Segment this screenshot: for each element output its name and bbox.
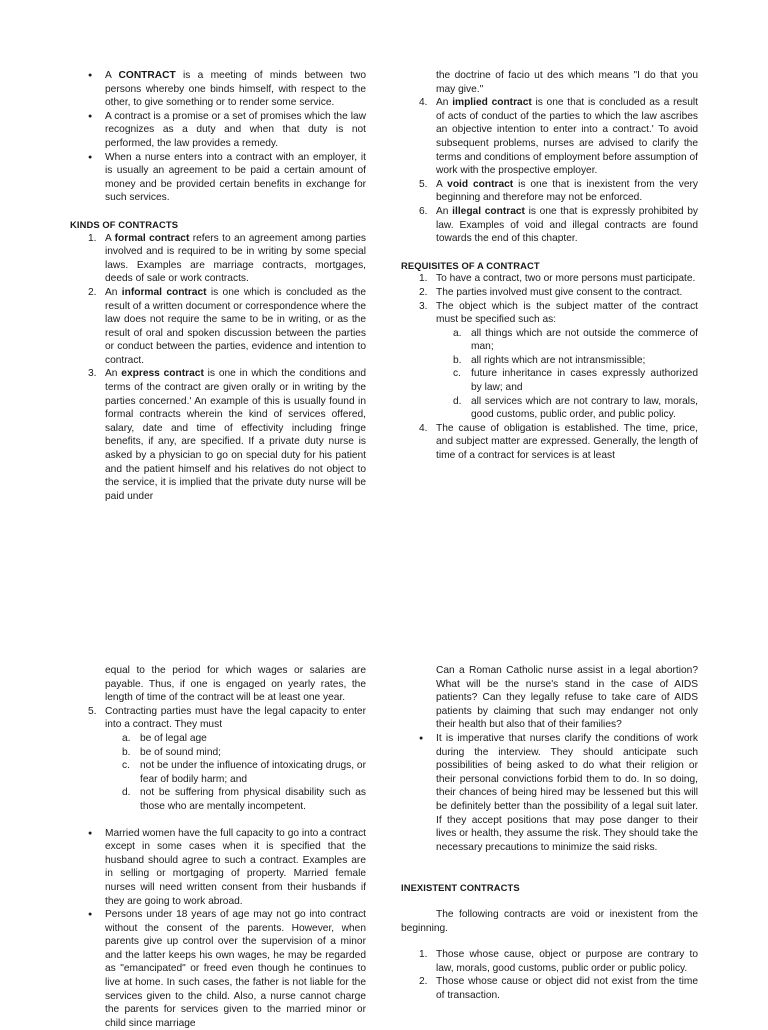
capacity-c: c. not be under the influence of intoxicating drugs, or fear of bodily harm; and: [122, 760, 366, 785]
requisite-4: 4. The cause of obligation is established. The time, price, and subject matter are expressed. Generally, the length of time of a contract for services is at least: [419, 422, 698, 462]
inexistent-2: 2. Those whose cause or object did not exist from the time of transaction.: [419, 976, 698, 1001]
item-illegal-contract: 6. An illegal contract is one that is expressly prohibited by law. Examples of void and illegal contracts are found towards the end of this chapter.: [419, 205, 698, 245]
heading-inexistent-contracts: INEXISTENT CONTRACTS: [401, 882, 520, 894]
bullet-nurse-contract: ● When a nurse enters into a contract with an employer, it is usually an agreement to be paid a certain amount of money and be provided certain benefits in exchange for such services.: [70, 151, 366, 205]
requisite-3c: c. future inheritance in cases expressly authorized by law; and: [453, 368, 698, 394]
capacity-b: b. be of sound mind;: [122, 746, 221, 758]
continued-text: Can a Roman Catholic nurse assist in a legal abortion? What will be the nurse's stand in the case of AIDS patients? Can they legally refuse to take care of AIDS patients by claiming that such may endanger not only their health but also that of their families?: [436, 665, 698, 731]
inexistent-intro: The following contracts are void or inexistent from the beginning.: [401, 908, 698, 934]
item-formal-contract: 1. A formal contract refers to an agreement among parties involved and is required to be in writing by some special laws. Examples are marriage contracts, mortgages, deeds of sale or work contracts.: [88, 232, 366, 285]
inexistent-1: 1. Those whose cause, object or purpose are contrary to law, morals, good customs, public order or public policy.: [419, 949, 698, 974]
continued-text: the doctrine of facio ut des which means "I do that you may give.": [436, 70, 698, 95]
item-implied-contract: 4. An implied contract is one that is concluded as a result of acts of conduct of the parties to which the law ascribes an objective intention to enter into a contract.' To avoid subsequent problems, nurses are advised to clarify the terms and conditions of employment before assumption of work with the prospective employer.: [419, 97, 698, 177]
bullet-married-women: ● Married women have the full capacity to go into a contract except in some cases when it is specified that the husband should agree to such a contract. Examples are in selling or mortgaging of property. Married female nurses will need written consent from their husbands if they are going to work abroad.: [70, 827, 366, 909]
item-informal-contract: 2. An informal contract is one which is concluded as the result of a written document or correspondence where the law does not require the same to be in writing, or as the result of oral and spoken discussion between the parties or conduct between the parties, evidence and intention to contract.: [88, 286, 366, 366]
column-top-left: [70, 69, 366, 503]
requisite-2: 2. The parties involved must give consent to the contract.: [419, 286, 683, 298]
bullet-minors: ● Persons under 18 years of age may not go into contract without the consent of the parents. However, when parents give up control over the supervision of a minor and the latter keeps his own wages, he may be regarded as "emancipated" or freed even though he continues to live at home. In such cases, the father is not liable for the services given to the child. Also, a nurse cannot charge the parents for services given to the married minor or child since marriage: [70, 908, 366, 1030]
requisite-3: 3. The object which is the subject matter of the contract must be specified such as:: [419, 300, 698, 326]
heading-kinds-of-contracts: KINDS OF CONTRACTS: [70, 218, 179, 230]
bullet-contract-promise: ● A contract is a promise or a set of promises which the law recognizes as a duty and when that duty is not performed, the law provides a remedy.: [70, 110, 366, 151]
column-bottom-right: [401, 664, 698, 1002]
requisite-3b: b. all rights which are not intransmissible;: [453, 354, 646, 366]
requisite-3a: a. all things which are not outside the commerce of man;: [453, 327, 698, 353]
bullet-clarify-conditions: ● It is imperative that nurses clarify the conditions of work during the interview. They should anticipate such possibilities of being asked to do what their religion or their personal convictions forbid them to do. In so doing, their chances of being hired may be lessened but this will be definitely better than the possibility of a legal suit later. If they accept positions that may pose danger to their lives or health, they assume the risk. They should take the necessary precautions to minimize the said risks.: [401, 732, 698, 854]
item-void-contract: 5. A void contract is one that is inexistent from the very beginning and therefore may not be enforced.: [419, 178, 698, 204]
column-bottom-left: [70, 664, 366, 1030]
requisite-5: 5. Contracting parties must have the legal capacity to enter into a contract. They must: [88, 705, 366, 731]
column-top-right: [401, 69, 698, 463]
continued-text: equal to the period for which wages or salaries are payable. Thus, if one is engaged on yearly rates, the length of time of the contract will be at least one year.: [105, 665, 366, 704]
heading-requisites: REQUISITES OF A CONTRACT: [401, 259, 540, 271]
bullet-contract-definition: ● A CONTRACT is a meeting of minds between two persons whereby one binds himself, with respect to the other, to give something or to render some service.: [70, 69, 366, 110]
term-contract: CONTRACT: [118, 70, 176, 81]
capacity-d: d. not be suffering from physical disability such as those who are mentally incompetent.: [122, 787, 366, 812]
requisite-3d: d. all services which are not contrary to law, morals, good customs, public order, and public policy.: [453, 395, 698, 421]
capacity-a: a. be of legal age: [122, 732, 207, 744]
item-express-contract: 3. An express contract is one in which the conditions and terms of the contract are given orally or in writing by the parties concerned.' An example of this is usually found in formal contracts wherein the kind of services offered, salary, date and time of effectivity including fringe benefits, if any, are specified. If a private duty nurse is asked by a physician to go on special duty for his patient and the patient himself and his relatives do not object to the service, it is implied that the private duty nurse will be paid under: [88, 368, 366, 502]
requisite-1: 1. To have a contract, two or more persons must participate.: [419, 273, 696, 285]
